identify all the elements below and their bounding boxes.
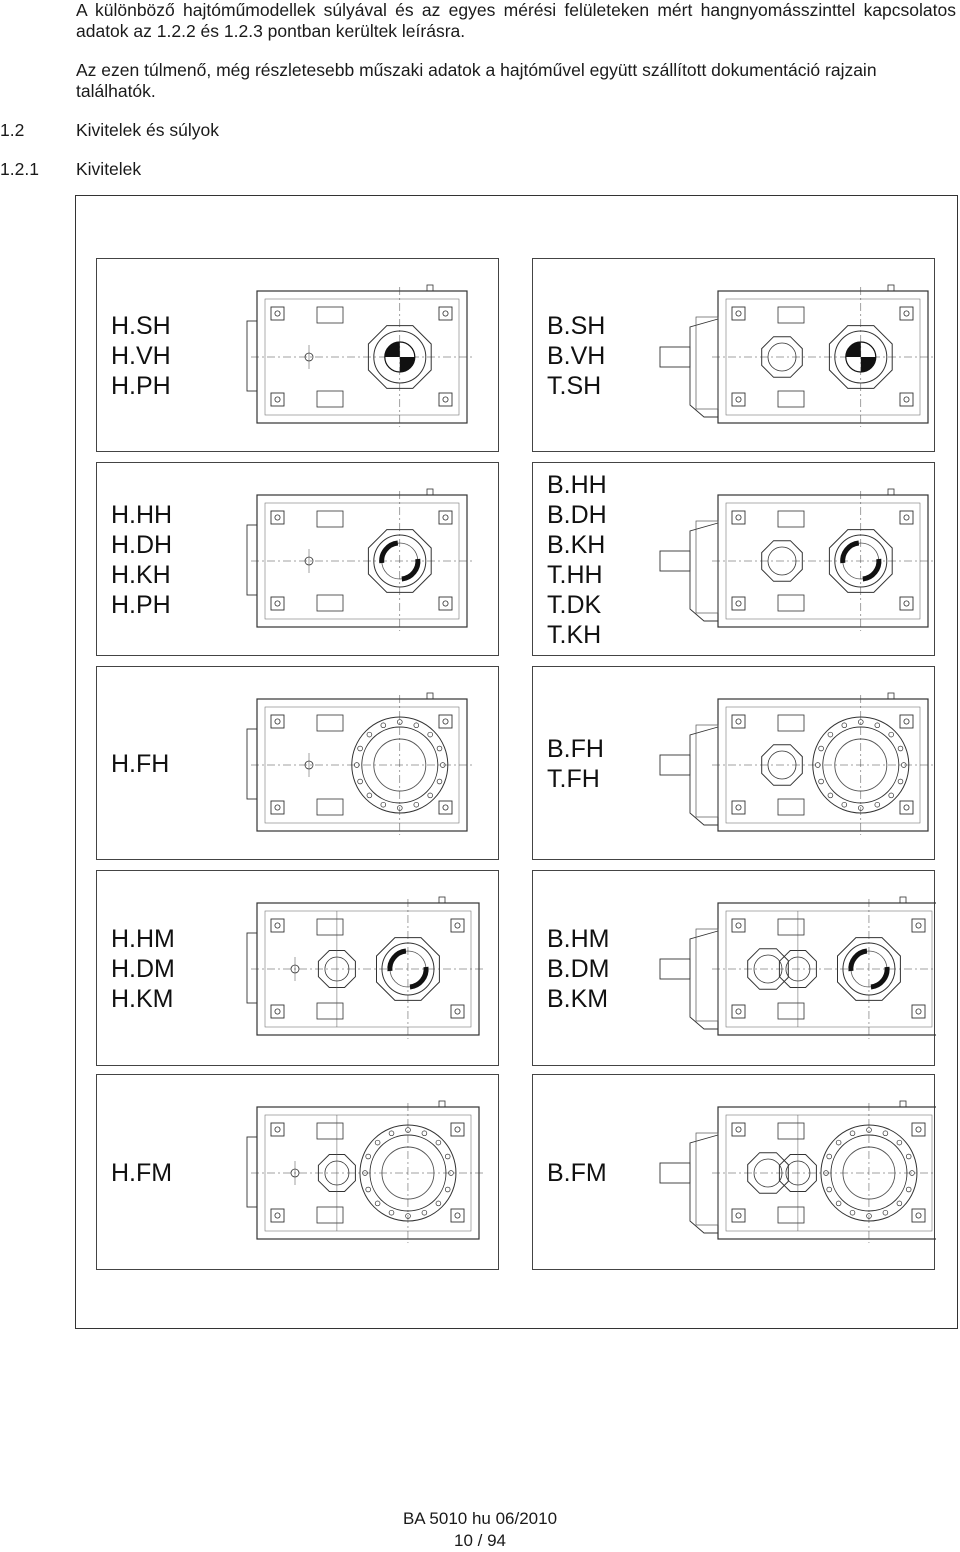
variant-code: T.HH <box>547 561 603 589</box>
variant-code: H.PH <box>111 372 171 400</box>
variant-code: H.DH <box>111 531 173 559</box>
variant-code: H.PH <box>111 591 171 619</box>
variant-labels <box>111 1158 172 1188</box>
variant-cell <box>96 666 499 860</box>
variant-labels <box>111 924 175 1014</box>
variant-cell <box>96 1074 499 1270</box>
variant-code: H.DM <box>111 955 175 983</box>
variant-labels <box>547 924 610 1014</box>
variant-code: H.FH <box>111 750 170 778</box>
variant-code: B.DM <box>547 955 610 983</box>
variant-cell <box>532 462 935 656</box>
variant-code: B.SH <box>547 312 606 340</box>
variant-code: B.FH <box>547 735 604 763</box>
variant-labels <box>547 734 604 794</box>
variant-code: B.VH <box>547 342 606 370</box>
variant-code: T.SH <box>547 372 602 400</box>
variant-cell <box>96 462 499 656</box>
variant-code: B.KH <box>547 531 606 559</box>
variant-labels <box>111 749 169 779</box>
variant-cell <box>96 258 499 452</box>
section-number: 1.2.1 <box>0 159 39 179</box>
variant-cell <box>532 870 935 1066</box>
variant-code: H.VH <box>111 342 171 370</box>
variant-code: T.KH <box>547 621 602 649</box>
variant-cell <box>532 258 935 452</box>
variant-cell <box>532 666 935 860</box>
variant-labels <box>111 500 172 620</box>
variant-code: H.FM <box>111 1159 173 1187</box>
variant-code: T.DK <box>547 591 602 619</box>
variant-code: B.KM <box>547 985 609 1013</box>
variant-code: B.HM <box>547 925 610 953</box>
variant-cell <box>532 1074 935 1270</box>
variant-code: H.HM <box>111 925 175 953</box>
variant-code: T.FH <box>547 765 600 793</box>
page-number: 10 / 94 <box>454 1531 506 1550</box>
variant-labels <box>111 311 171 401</box>
variant-code: H.SH <box>111 312 171 340</box>
section-title: Kivitelek és súlyok <box>76 120 219 140</box>
variant-labels <box>547 311 605 401</box>
variant-code: B.HH <box>547 471 607 499</box>
document-reference: BA 5010 hu 06/2010 <box>402 1509 558 1528</box>
section-title: Kivitelek <box>76 159 142 179</box>
section-number: 1.2 <box>0 120 25 140</box>
variant-code: H.KH <box>111 561 171 589</box>
variant-code: B.FM <box>547 1159 607 1187</box>
variant-code: H.KM <box>111 985 174 1013</box>
variant-code: H.HH <box>111 501 173 529</box>
intro-paragraph-weights: A különböző hajtóműmodellek súlyával és az egyes mérési felületeken mért hangnyomásszinttel kapcsolatos adatok az 1.2.2 és 1.2.3 pontban kerültek leírásra. <box>76 0 956 41</box>
variant-labels <box>547 470 607 650</box>
intro-paragraph-technical-data: Az ezen túlmenő, még részletesebb műszaki adatok a hajtóművel együtt szállított dokumentáció rajzain találhatók. <box>76 60 877 101</box>
variant-labels <box>547 1158 607 1188</box>
variant-code: B.DH <box>547 501 607 529</box>
variant-cell <box>96 870 499 1066</box>
